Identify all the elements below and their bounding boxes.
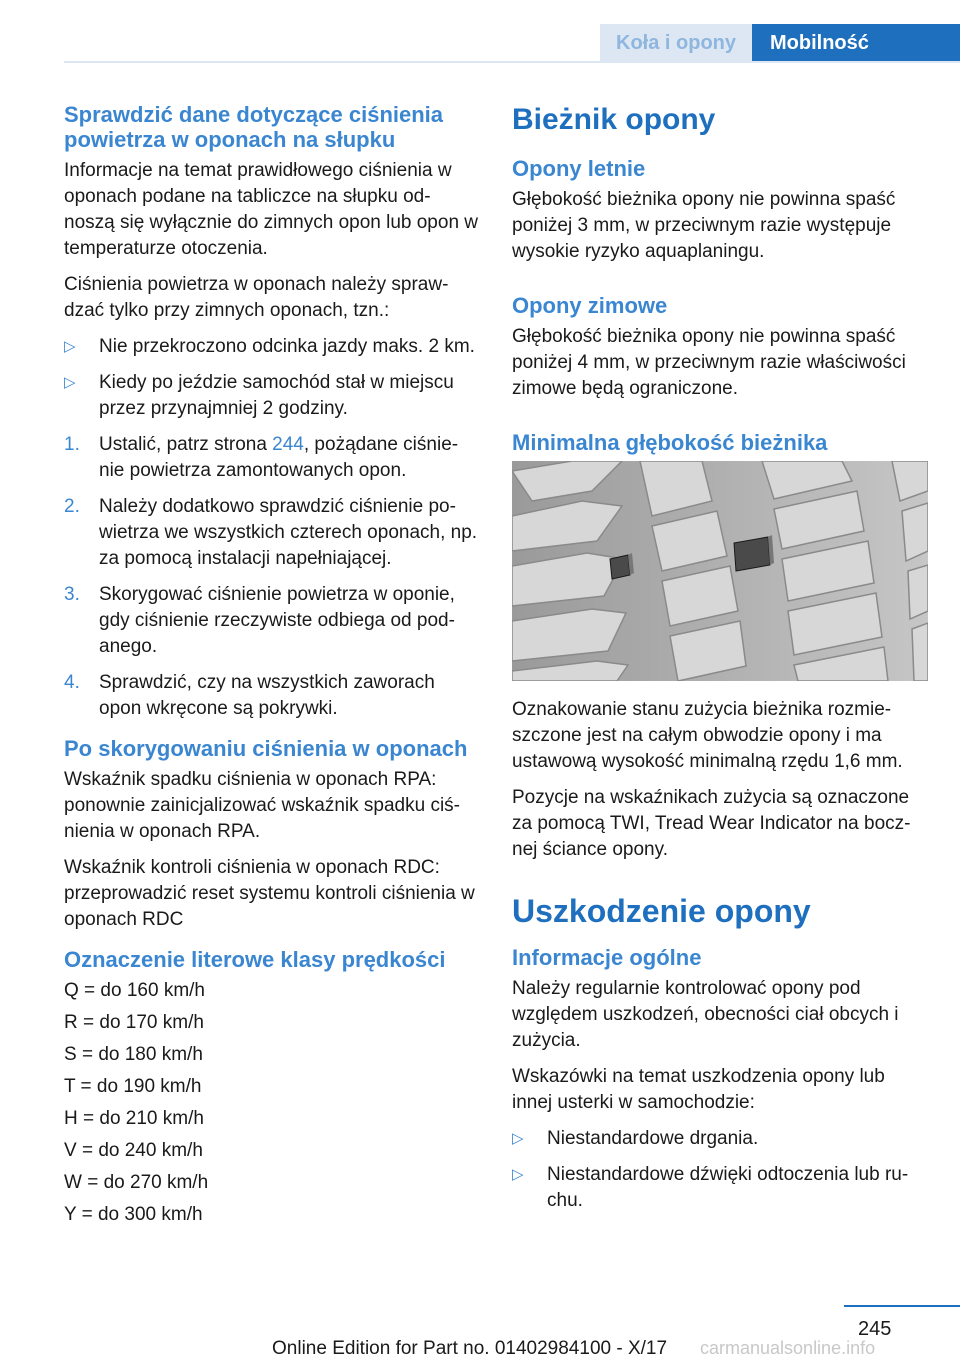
speed-rating: R = do 170 km/h [64, 1012, 204, 1033]
chapter-tab: Mobilność [752, 24, 960, 62]
paragraph: Ciśnienia powietrza w oponach należy spraw-dzać tylko przy zimnych oponach, tzn.: [64, 274, 449, 321]
section-title: Oznaczenie literowe klasy prędkości [64, 947, 446, 972]
section-title: Opony zimowe [512, 293, 668, 318]
speed-rating: Q = do 160 km/h [64, 980, 205, 1001]
list-item: ▷ Nie przekroczono odcinka jazdy maks. 2 km. [64, 334, 478, 360]
section-title: Informacje ogólne [512, 945, 702, 970]
paragraph: Głębokość bieżnika opony nie powinna spaść poniżej 4 mm, w przeciwnym razie właściwości zimowe będą ograniczone. [512, 326, 906, 399]
section-title: Sprawdzić dane dotyczące ciśnienia powietrza w oponach na słupku [64, 102, 444, 152]
paragraph: Informacje na temat prawidłowego ciśnienia w oponach podane na tabliczce na słupku od-noszą się wyłącznie do zimnych opon lub opon w temperaturze otoczenia. [64, 160, 479, 259]
list-item: 1. Ustalić, patrz strona 244, pożądane ciśnie-nie powietrza zamontowanych opon. [64, 434, 459, 481]
speed-rating: H = do 210 km/h [64, 1108, 204, 1129]
triangle-right-icon: ▷ [64, 374, 76, 391]
step-number: 2. [64, 496, 80, 517]
section-speed-class [64, 947, 478, 1228]
step-number: 1. [64, 434, 80, 455]
triangle-right-icon: ▷ [64, 338, 76, 355]
list-item: ▷ Niestandardowe drgania. [512, 1126, 926, 1152]
list-item: 4. Sprawdzić, czy na wszystkich zaworach opon wkręcone są pokrywki. [64, 672, 435, 719]
edition-line: Online Edition for Part no. 01402984100 - X/17 [272, 1338, 668, 1359]
chapter-title-tread: Bieżnik opony [512, 103, 716, 136]
speed-rating: V = do 240 km/h [64, 1140, 203, 1161]
paragraph: Wskaźnik kontroli ciśnienia w oponach RDC: przeprowadzić reset systemu kontroli ciśnienia w oponach RDC [64, 857, 475, 930]
section-title: Po skorygowaniu ciśnienia w oponach [64, 736, 468, 761]
paragraph: Wskazówki na temat uszkodzenia opony lub innej usterki w samochodzie: [512, 1066, 885, 1113]
speed-rating: Y = do 300 km/h [64, 1204, 203, 1225]
bullet-list [512, 1126, 926, 1214]
page-number: 245 [858, 1318, 892, 1340]
right-column [512, 102, 926, 1226]
triangle-right-icon: ▷ [512, 1130, 524, 1147]
paragraph: Wskaźnik spadku ciśnienia w oponach RPA: ponownie zainicjalizować wskaźnik spadku ciś-nienia w oponach RPA. [64, 769, 461, 842]
list-item: 2. Należy dodatkowo sprawdzić ciśnienie po-wietrza we wszystkich czterech oponach, np. za pomocą instalacji napełniającej. [64, 496, 478, 569]
paragraph: Głębokość bieżnika opony nie powinna spaść poniżej 3 mm, w przeciwnym razie występuje wysokie ryzyko aquaplaningu. [512, 189, 896, 262]
watermark: carmanualsonline.info [700, 1338, 876, 1358]
section-tab: Koła i opony [600, 24, 752, 62]
footer-rule [844, 1305, 960, 1307]
left-column [64, 102, 478, 1242]
step-number: 3. [64, 584, 80, 605]
list-item: ▷ Niestandardowe dźwięki odtoczenia lub ru-chu. [512, 1164, 909, 1211]
section-title: Opony letnie [512, 156, 646, 181]
paragraph: Oznakowanie stanu zużycia bieżnika rozmie-szczone jest na całym obwodzie opony i ma ustawową wysokość minimalną rzędu 1,6 mm. [512, 699, 903, 772]
paragraph: Należy regularnie kontrolować opony pod względem uszkodzeń, obecności ciał obcych i zużycia. [512, 978, 899, 1051]
header-rule [64, 61, 960, 63]
speed-rating: S = do 180 km/h [64, 1044, 203, 1065]
step-number: 4. [64, 672, 80, 693]
chapter-title-damage: Uszkodzenie opony [512, 893, 811, 929]
bullet-list [64, 334, 478, 722]
section-after-correction [64, 736, 478, 933]
page-link[interactable]: 244 [272, 434, 304, 455]
paragraph: Pozycje na wskaźnikach zużycia są oznaczone za pomocą TWI, Tread Wear Indicator na bocz-nej ściance opony. [512, 787, 911, 860]
speed-rating: W = do 270 km/h [64, 1172, 209, 1193]
speed-rating: T = do 190 km/h [64, 1076, 202, 1097]
header-tabs [600, 24, 960, 62]
tread-wear-illustration [512, 461, 928, 681]
list-item: 3. Skorygować ciśnienie powietrza w oponie, gdy ciśnienie rzeczywiste odbiega od pod-anego. [64, 584, 455, 657]
triangle-right-icon: ▷ [512, 1166, 524, 1183]
section-check-pressure [64, 102, 478, 722]
list-item: ▷ Kiedy po jeździe samochód stał w miejscu przez przynajmniej 2 godziny. [64, 372, 454, 419]
section-title: Minimalna głębokość bieżnika [512, 430, 828, 455]
